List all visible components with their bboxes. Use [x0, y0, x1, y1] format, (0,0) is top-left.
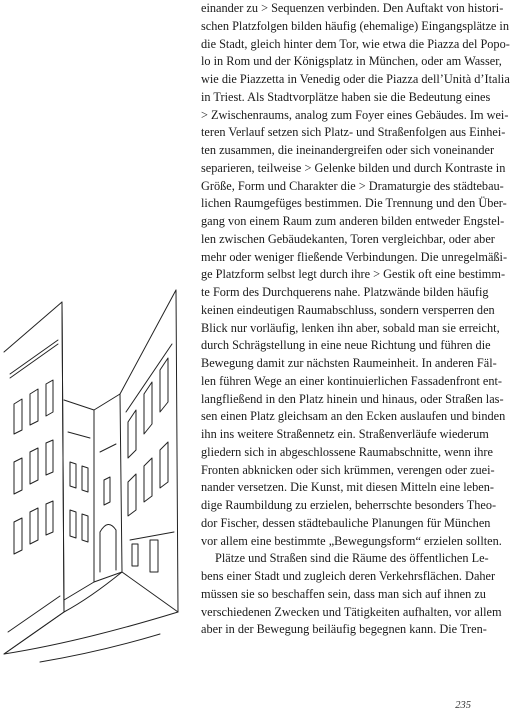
text-line: Blick nur vorläufig, lenken ihn aber, sobald man sie erreicht, [201, 320, 500, 335]
text-line: Plätze und Straßen sind die Räume des öffentlichen Le- [215, 551, 489, 566]
street-perspective-sketch [0, 282, 182, 666]
text-line: lichen Raumgefüges bestimmen. Die Trennung und den Über- [201, 196, 507, 211]
text-line: durch Schrägstellung in eine neue Richtung und führen die [201, 338, 491, 353]
text-line: lo in Rom und der Königsplatz in München, oder am Wasser, [201, 54, 502, 69]
text-line: bens einer Stadt und zugleich deren Verkehrsflächen. Daher [201, 569, 496, 583]
text-line: sen einen Platz gleichsam an den Ecken auslaufen und binden [201, 409, 506, 424]
paragraph-1 [201, 0, 510, 550]
text-line: in Triest. Als Stadtvorplätze haben sie die Bedeutung eines [201, 89, 491, 104]
paragraph-2 [201, 550, 502, 639]
text-line: dige Raumbildung zu erzielen, beherrschte besonders Theo- [201, 498, 497, 512]
text-line: wie die Piazzetta in Venedig oder die Piazza dell’Unità d’Italia [201, 72, 510, 86]
page-number: 235 [455, 700, 471, 711]
text-line: ge Platzform selbst legt durch ihre > Gestik oft eine bestimm- [201, 267, 506, 282]
text-line: nander versetzen. Die Kunst, mit diesen Mitteln eine leben- [201, 480, 494, 495]
text-line: schen Platzfolgen bilden häufig (ehemalige) Eingangsplätze in [201, 18, 509, 33]
text-line: teren Verlauf setzen sich Platz- und Straßenfolgen aus Einhei- [201, 125, 506, 140]
text-line: die Stadt, gleich hinter dem Tor, wie etwa die Piazza del Popo- [201, 36, 510, 51]
text-line: müssen sie so beschaffen sein, dass man sich auf ihnen zu [201, 586, 486, 601]
text-line: > Zwischenraums, analog zum Foyer eines Gebäudes. Im wei- [201, 107, 509, 122]
text-line: vor allem eine bestimmte „Bewegungsform“ erzielen sollten. [201, 533, 502, 548]
text-line: aber in der Bewegung beiläufig begegnen kann. Die Tren- [201, 622, 487, 637]
text-line: gang von einem Raum zum anderen bilden entweder Engstel- [201, 214, 505, 228]
text-line: mehr oder weniger fließende Verbindungen. Die unregelmäßi- [201, 249, 508, 264]
text-line: Fronten abknicken oder sich krümmen, verengen oder zuei- [201, 462, 495, 477]
text-line: ten zusammen, die ineinandergreifen oder sich voneinander [201, 143, 495, 157]
text-line: verschiedenen Zwecken und Tätigkeiten aufhalten, vor allem [201, 604, 502, 619]
text-line: langfließend in den Platz hinein und hinaus, oder Straßen las- [201, 391, 504, 406]
text-line: ihn ins weitere Straßennetz ein. Straßenverläufe wiederum [201, 427, 489, 441]
text-line: te Form des Durchquerens nahe. Platzwände bilden häufig [201, 285, 489, 299]
text-line: gliedern sich in abgeschlossene Raumabschnitte, wenn ihre [201, 444, 493, 459]
text-line: Größe, Form und Charakter die > Dramaturgie des städtebau- [201, 178, 504, 193]
text-line: dor Fischer, dessen städtebauliche Planungen für München [201, 515, 491, 530]
body-text-column [201, 0, 510, 639]
text-line: separieren, teilweise > Gelenke bilden und durch Kontraste in [201, 160, 506, 175]
text-line: Bewegung damit zur nächsten Raumeinheit. In anderen Fäl- [201, 356, 497, 370]
text-line: einander zu > Sequenzen verbinden. Den Auftakt von histori- [201, 1, 504, 15]
text-line: len zwischen Gebäudekanten, Toren vergleichbar, oder aber [201, 231, 495, 246]
text-line: keinen eindeutigen Raumabschluss, sondern versperren den [201, 302, 495, 317]
text-line: len führen Wege an einer kontinuierlichen Fassadenfront ent- [201, 373, 502, 388]
